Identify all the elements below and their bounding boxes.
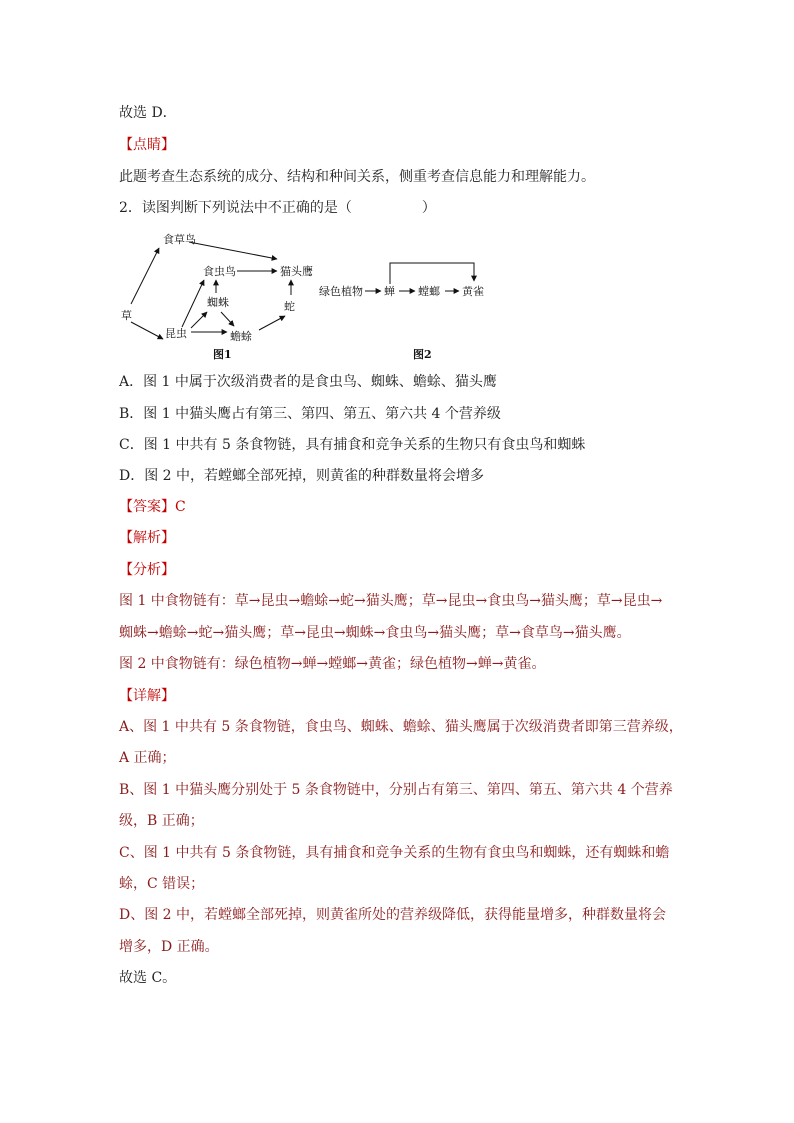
dianjing-text: 此题考查生态系统的成分、结构和种间关系，侧重考查信息能力和理解能力。	[119, 169, 595, 185]
section-heading-xiangjie: 【详解】	[119, 688, 175, 704]
detail-line-7: D、图 2 中，若螳螂全部死掉，则黄雀所处的营养级降低，获得能量增多，种群数量将会	[119, 907, 667, 923]
node-mantis: 螳螂	[418, 285, 440, 298]
node-owl: 猫头鹰	[280, 265, 313, 278]
figure1-caption: 图1	[213, 348, 232, 361]
arrow-spider-toad	[221, 312, 234, 326]
analysis-line-3: 图 2 中食物链有：绿色植物→蝉→螳螂→黄雀；绿色植物→蝉→黄雀。	[119, 656, 546, 672]
analysis-line-1: 图 1 中食物链有：草→昆虫→蟾蜍→蛇→猫头鹰；草→昆虫→食虫鸟→猫头鹰；草→昆虫→	[119, 593, 663, 609]
node-green-plant: 绿色植物	[319, 285, 363, 298]
arrow-grass-herb-bird	[131, 248, 159, 304]
option-a: A．图 1 中属于次级消费者的是食虫鸟、蜘蛛、蟾蜍、猫头鹰	[119, 374, 497, 390]
arrow-grass-insect	[131, 322, 163, 339]
detail-line-2: A 正确；	[119, 750, 176, 766]
answer-line: 【答案】C	[119, 499, 186, 515]
detail-line-6: 蜍，C 错误；	[119, 876, 205, 892]
node-toad: 蟾蜍	[230, 330, 252, 343]
detail-line-8: 增多，D 正确。	[119, 939, 219, 955]
option-c: C．图 1 中共有 5 条食物链，具有捕食和竞争关系的生物只有食虫鸟和蜘蛛	[119, 437, 586, 453]
section-heading-fenxi: 【分析】	[119, 562, 175, 578]
figure2-caption: 图2	[413, 348, 432, 361]
arrow-insect-insect-bird	[182, 280, 204, 327]
detail-line-3: B、图 1 中猫头鹰分别处于 5 条食物链中，分别占有第三、第四、第五、第六共 4 个营养	[119, 782, 673, 798]
arrow-toad-snake	[259, 316, 285, 330]
analysis-line-2: 蜘蛛→蟾蜍→蛇→猫头鹰；草→昆虫→蜘蛛→食虫鸟→猫头鹰；草→食草鸟→猫头鹰。	[119, 625, 631, 641]
arrow-cicada-oriole	[390, 263, 474, 284]
node-insect: 昆虫	[165, 327, 187, 340]
node-insect-bird: 食虫鸟	[203, 265, 236, 278]
section-heading-dianjing: 【点睛】	[119, 137, 175, 153]
arrow-insect-spider	[191, 312, 207, 328]
node-snake: 蛇	[284, 300, 295, 313]
node-cicada: 蝉	[384, 285, 395, 298]
food-web-figure	[119, 228, 499, 363]
figure1-arrows	[131, 242, 291, 339]
option-d: D．图 2 中，若螳螂全部死掉，则黄雀的种群数量将会增多	[119, 468, 485, 484]
final-conclusion: 故选 C。	[119, 970, 177, 986]
option-b: B．图 1 中猫头鹰占有第三、第四、第五、第六共 4 个营养级	[119, 406, 501, 422]
node-spider: 蜘蛛	[207, 296, 229, 309]
node-oriole: 黄雀	[462, 285, 484, 298]
detail-line-4: 级，B 正确；	[119, 813, 204, 829]
node-grass: 草	[121, 309, 132, 322]
question-stem: 2．读图判断下列说法中不正确的是（ ）	[119, 200, 436, 216]
node-herb-bird: 食草鸟	[163, 233, 196, 246]
section-heading-jiexi: 【解析】	[119, 530, 175, 546]
detail-line-5: C、图 1 中共有 5 条食物链，具有捕食和竞争关系的生物有食虫鸟和蜘蛛，还有蜘蛛和蟾	[119, 845, 670, 861]
arrow-herb-bird-owl	[189, 242, 277, 259]
conclusion-line: 故选 D．	[119, 105, 177, 121]
detail-line-1: A、图 1 中共有 5 条食物链，食虫鸟、蜘蛛、蟾蜍、猫头鹰属于次级消费者即第三营养级，	[119, 719, 683, 735]
